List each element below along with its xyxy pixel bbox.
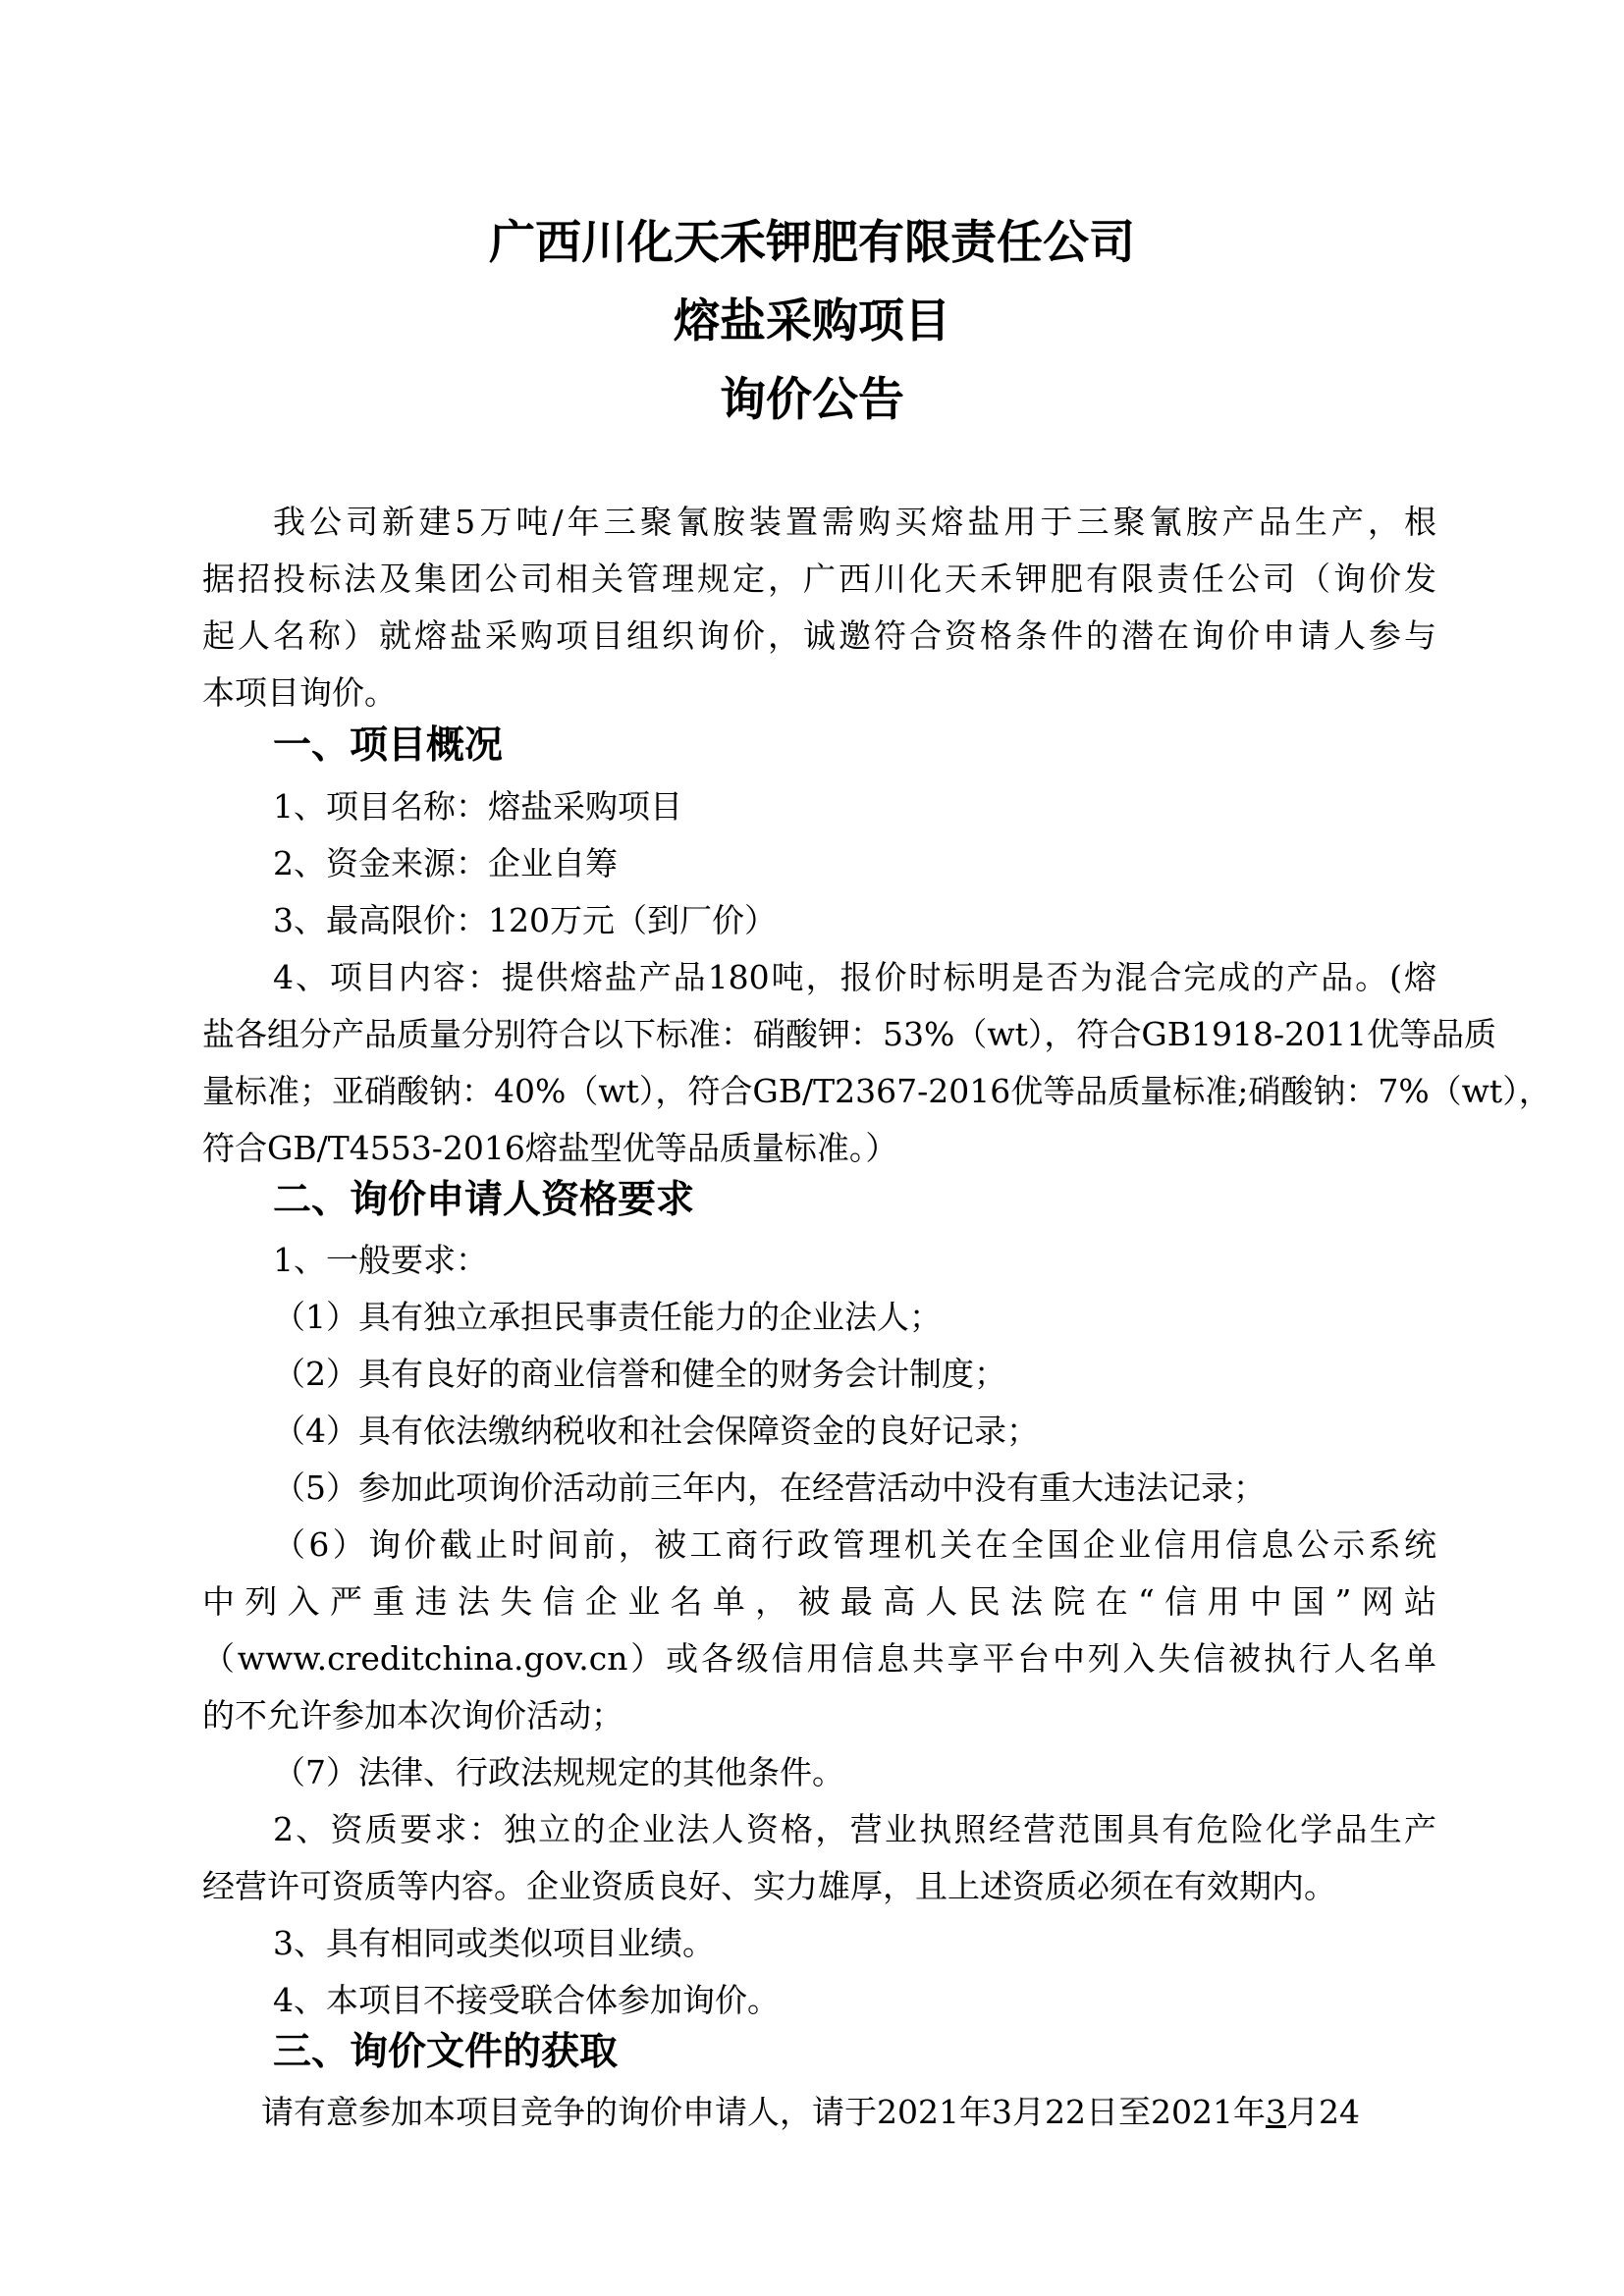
general-requirements-label: 1、一般要求： xyxy=(273,1241,488,1279)
qualification-line: 经营许可资质等内容。企业资质良好、实力雄厚，且上述资质必须在有效期内。 xyxy=(202,1867,1336,1905)
overview-item: 1、项目名称：熔盐采购项目 xyxy=(273,787,682,826)
requirement-item-6-line: （www.creditchina.gov.cn）或各级信用信息共享平台中列入失信被执行人名单 xyxy=(202,1639,1436,1678)
requirement-item: （5）参加此项询价活动前三年内，在经营活动中没有重大违法记录； xyxy=(273,1468,1266,1507)
overview-content-line: 4、项目内容：提供熔盐产品180吨，报价时标明是否为混合完成的产品。(熔 xyxy=(273,958,1436,996)
qualification-line: 2、资质要求：独立的企业法人资格，营业执照经营范围具有危险化学品生产 xyxy=(273,1810,1436,1848)
section-heading-documents: 三、询价文件的获取 xyxy=(273,2030,619,2074)
performance-requirement: 3、具有相同或类似项目业绩。 xyxy=(273,1924,715,1962)
consortium-requirement: 4、本项目不接受联合体参加询价。 xyxy=(273,1981,780,2019)
documents-line-start: 请有意参加本项目竞争的询价申请人，请于2021年3月22日至2021年 xyxy=(261,2093,1266,2131)
underlined-month: 3 xyxy=(1265,2093,1286,2131)
requirement-item: （1）具有独立承担民事责任能力的企业法人； xyxy=(273,1298,942,1336)
title-project: 熔盐采购项目 xyxy=(674,294,950,348)
intro-line: 我公司新建5万吨/年三聚氰胺装置需购买熔盐用于三聚氰胺产品生产，根 xyxy=(273,503,1436,541)
requirement-item: （7）法律、行政法规规定的其他条件。 xyxy=(273,1753,844,1791)
requirement-item-6-line: （6）询价截止时间前，被工商行政管理机关在全国企业信用信息公示系统 xyxy=(273,1525,1436,1564)
intro-line: 起人名称）就熔盐采购项目组织询价，诚邀符合资格条件的潜在询价申请人参与 xyxy=(202,616,1436,655)
overview-content-line: 盐各组分产品质量分别符合以下标准：硝酸钾：53%（wt），符合GB1918-2011优等品质 xyxy=(202,1015,1497,1053)
section-heading-qualification: 二、询价申请人资格要求 xyxy=(273,1178,695,1222)
overview-item: 3、最高限价：120万元（到厂价） xyxy=(273,901,777,939)
documents-line-end: 月24 xyxy=(1285,2093,1360,2131)
intro-line: 本项目询价。 xyxy=(202,673,397,712)
requirement-item: （4）具有依法缴纳税收和社会保障资金的良好记录； xyxy=(273,1412,1039,1450)
requirement-item-6-line: 的不允许参加本次询价活动； xyxy=(202,1696,623,1735)
requirement-item: （2）具有良好的商业信誉和健全的财务会计制度； xyxy=(273,1355,1006,1393)
requirement-item-6-line: 中列入严重违法失信企业名单，被最高人民法院在“信用中国”网站 xyxy=(202,1582,1436,1621)
title-company: 广西川化天禾钾肥有限责任公司 xyxy=(489,216,1135,270)
overview-content-line: 量标准；亚硝酸钠：40%（wt），符合GB/T2367-2016优等品质量标准;硝酸钠：7%（wt）， xyxy=(202,1072,1551,1110)
documents-line xyxy=(261,2091,1360,2134)
overview-item: 2、资金来源：企业自筹 xyxy=(273,844,618,882)
title-notice: 询价公告 xyxy=(720,373,904,427)
section-heading-overview: 一、项目概况 xyxy=(273,723,504,768)
overview-content-line: 符合GB/T4553-2016熔盐型优等品质量标准。） xyxy=(202,1129,898,1167)
intro-line: 据招投标法及集团公司相关管理规定，广西川化天禾钾肥有限责任公司（询价发 xyxy=(202,560,1436,598)
